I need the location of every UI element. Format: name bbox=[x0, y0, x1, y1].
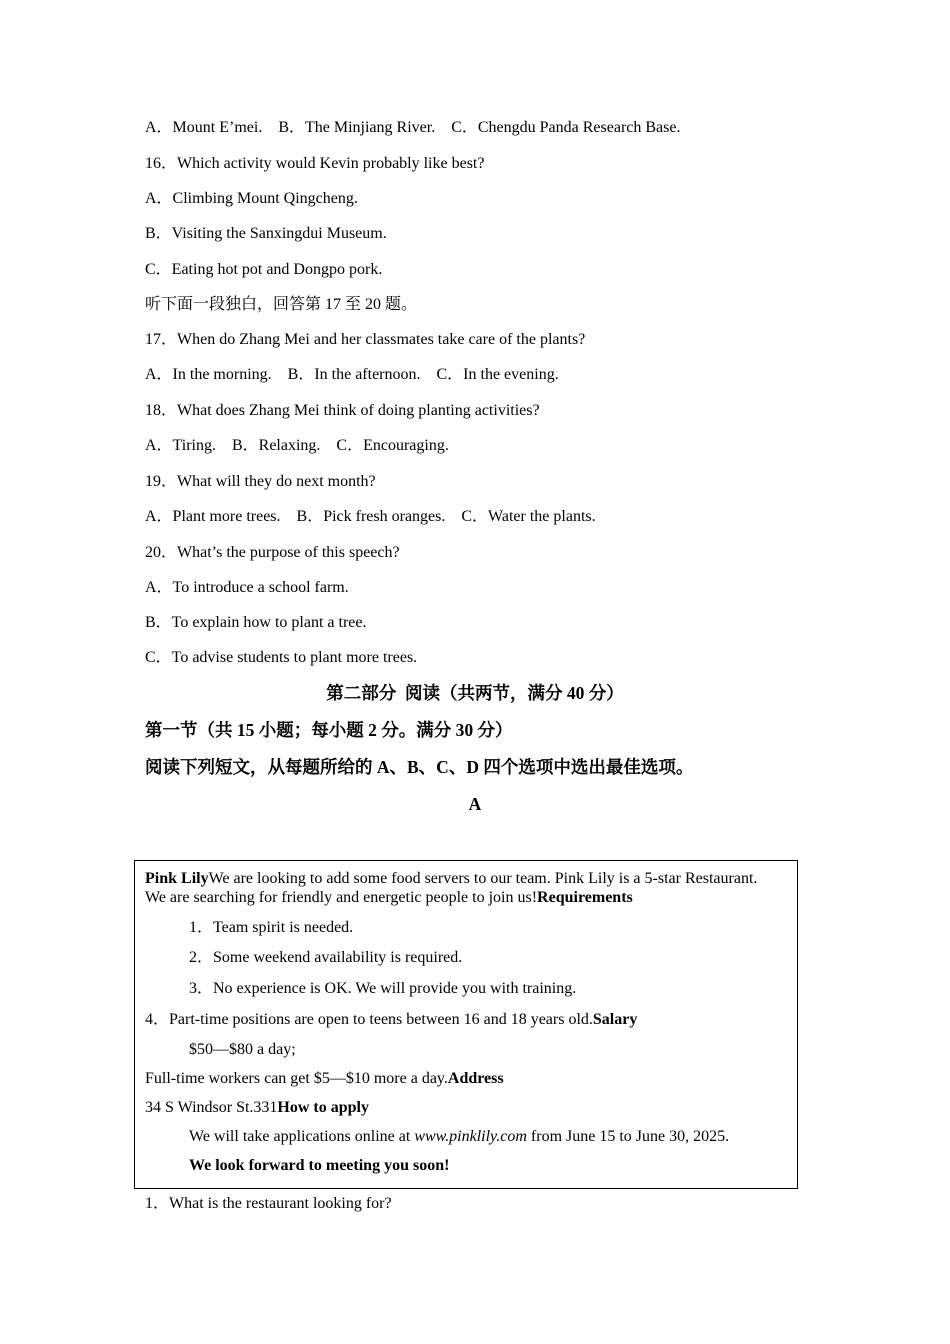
salary-daily: $50—$80 a day; bbox=[189, 1041, 296, 1058]
apply-url: www.pinklily.com bbox=[414, 1128, 527, 1145]
salary-fulltime: Full-time workers can get $5—$10 more a day. bbox=[145, 1070, 448, 1087]
q16-question: 16．Which activity would Kevin probably like best? bbox=[145, 155, 485, 172]
apply-text-pre: We will take applications online at bbox=[189, 1128, 415, 1145]
requirement-4: 4．Part-time positions are open to teens between 16 and 18 years old. bbox=[145, 1011, 593, 1028]
q20-question: 20．What’s the purpose of this speech? bbox=[145, 544, 400, 561]
q18-options: A．Tiring. B．Relaxing. C．Encouraging. bbox=[145, 437, 449, 454]
apply-text-post: from June 15 to June 30, 2025. bbox=[526, 1128, 730, 1145]
q18-question: 18．What does Zhang Mei think of doing planting activities? bbox=[145, 402, 540, 419]
address-heading: Address bbox=[447, 1070, 504, 1087]
q15-options: A．Mount E’mei. B．The Minjiang River. C．Chengdu Panda Research Base. bbox=[145, 119, 681, 136]
q16-option-c: C．Eating hot pot and Dongpo pork. bbox=[145, 261, 383, 278]
restaurant-name: Pink Lily bbox=[145, 870, 209, 887]
requirement-2: 2．Some weekend availability is required. bbox=[189, 949, 463, 966]
reading-q1: 1．What is the restaurant looking for? bbox=[145, 1195, 392, 1212]
ad-intro-text2: We are searching for friendly and energetic people to join us! bbox=[145, 889, 538, 906]
job-ad-box bbox=[134, 860, 798, 1189]
reading-instruction: 阅读下列短文，从每题所给的 A、B、C、D 四个选项中选出最佳选项。 bbox=[145, 757, 694, 777]
q19-options: A．Plant more trees. B．Pick fresh oranges. C．Water the plants. bbox=[145, 508, 596, 525]
q16-option-a: A．Climbing Mount Qingcheng. bbox=[145, 190, 358, 207]
q17-question: 17．When do Zhang Mei and her classmates take care of the plants? bbox=[145, 331, 586, 348]
closing-line: We look forward to meeting you soon! bbox=[189, 1157, 450, 1174]
apply-line bbox=[189, 1127, 729, 1146]
part2-title: 第二部分 阅读（共两节，满分 40 分） bbox=[326, 683, 624, 703]
salary-fulltime-line bbox=[145, 1069, 504, 1088]
q17-options: A．In the morning. B．In the afternoon. C．In the evening. bbox=[145, 366, 559, 383]
requirement-3: 3．No experience is OK. We will provide you with training. bbox=[189, 980, 577, 997]
q20-option-a: A．To introduce a school farm. bbox=[145, 579, 349, 596]
requirement-4-line bbox=[145, 1010, 637, 1029]
q20-option-b: B．To explain how to plant a tree. bbox=[145, 614, 367, 631]
requirements-heading: Requirements bbox=[537, 889, 633, 906]
salary-heading: Salary bbox=[592, 1011, 638, 1028]
requirement-1: 1．Team spirit is needed. bbox=[189, 919, 354, 936]
ad-intro-line1 bbox=[145, 869, 757, 888]
apply-heading: How to apply bbox=[277, 1099, 369, 1116]
q16-option-b: B．Visiting the Sanxingdui Museum. bbox=[145, 225, 387, 242]
section1-title: 第一节（共 15 小题；每小题 2 分。满分 30 分） bbox=[145, 720, 513, 740]
monologue-instruction: 听下面一段独白，回答第 17 至 20 题。 bbox=[145, 296, 418, 313]
q20-option-c: C．To advise students to plant more trees. bbox=[145, 649, 418, 666]
q19-question: 19．What will they do next month? bbox=[145, 473, 376, 490]
address-line bbox=[145, 1098, 369, 1117]
ad-intro-text1: We are looking to add some food servers to our team. Pink Lily is a 5-star Restaurant. bbox=[208, 870, 758, 887]
address-text: 34 S Windsor St.331 bbox=[145, 1099, 278, 1116]
ad-intro-line2 bbox=[145, 888, 633, 907]
passage-label: A bbox=[468, 794, 482, 814]
